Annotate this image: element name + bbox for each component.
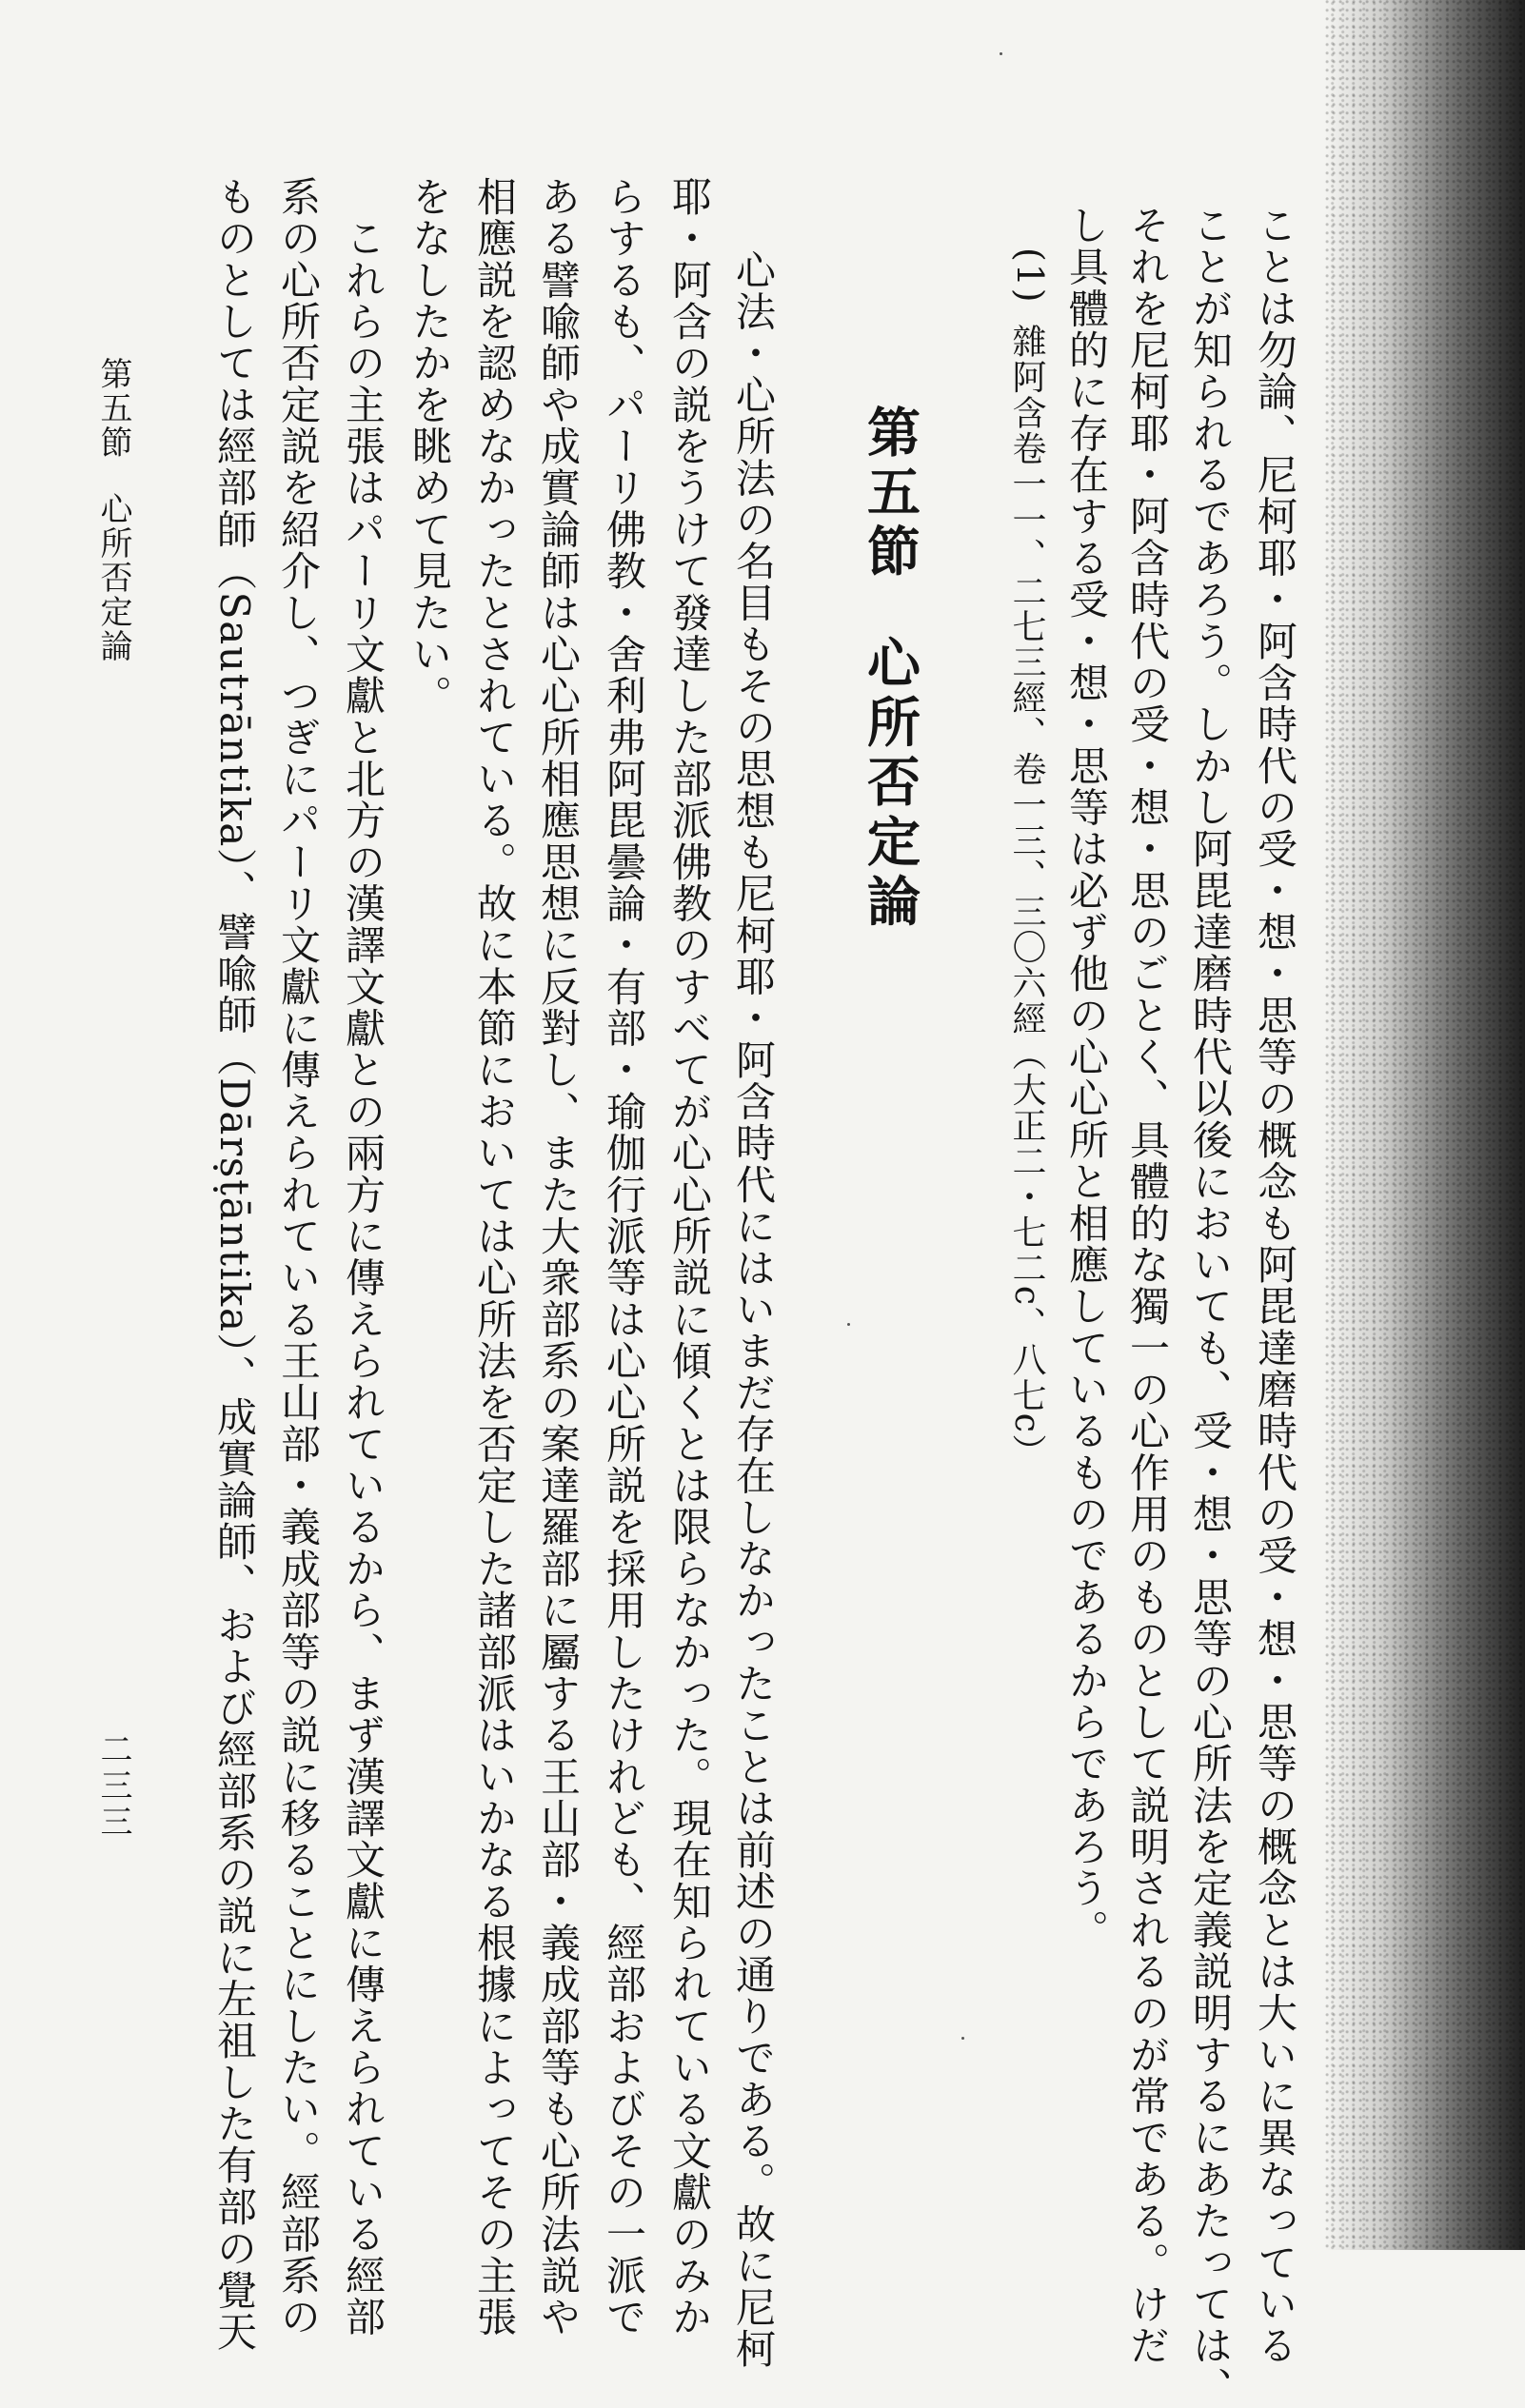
text-column: し具體的に存在する受・想・思等は必ず他の心心所と相應しているものであるからであろう。 <box>1063 205 1110 1951</box>
footnote-number: (1) <box>1009 247 1051 305</box>
section-title-number: 第五節 <box>859 405 921 584</box>
footnote-text: 雜阿含卷一一、二七三經、卷一三、三〇六經（大正二・七二c、八七c） <box>1007 324 1046 1470</box>
scan-speck <box>961 2037 964 2040</box>
text-column: ある譬喩師や成實論師は心心所相應思想に反對し、また大衆部系の案達羅部に屬する王山部・義成部等も心所法説や <box>535 176 582 2339</box>
scan-shadow-edge <box>1325 0 1525 2250</box>
section-title-name: 心所否定論 <box>859 635 921 934</box>
running-header-section: 第五節 <box>94 357 132 461</box>
scan-speck <box>847 1323 850 1326</box>
text-column: それを尼柯耶・阿含時代の受・想・思のごとく、具體的な獨一の心作用のものとして説明されるのが常である。けだ <box>1124 205 1171 2367</box>
running-header <box>90 357 137 663</box>
text-column: これらの主張はパーリ文獻と北方の漢譯文獻との兩方に傳えられているから、まず漢譯文獻に傳えられている經部 <box>340 176 386 2339</box>
page-number: 二三三 <box>94 1732 132 1842</box>
text-column: ことが知られるであろう。しかし阿毘達磨時代以後においても、受・想・思等の心所法を定義説明するにあたっては、 <box>1187 205 1234 2408</box>
scan-speck <box>1000 52 1002 55</box>
text-column: らするも、パーリ佛教・舍利弗阿毘曇論・有部・瑜伽行派等は心心所説を採用したけれども、經部およびその一派で <box>601 176 647 2339</box>
text-column: 相應説を認めなかったとされている。故に本節においては心所法を否定した諸部派はいかなる根據によってその主張 <box>471 176 518 2339</box>
text-column: をなしたかを眺めて見たい。 <box>406 176 453 717</box>
text-column: ものとしては經部師（Sautrāntika）、譬喩師（Dārṣṭāntika）、成實論師、および經部系の説に左祖した有部の覺天 <box>211 176 258 2353</box>
text-column: 系の心所否定説を紹介し、つぎにパーリ文獻に傳えられている王山部・義成部等の説に移ることにしたい。經部系の <box>275 176 322 2339</box>
text-column: 心法・心所法の名目もその思想も尼柯耶・阿含時代にはいまだ存在しなかったことは前述の通りである。故に尼柯 <box>730 249 777 2370</box>
text-column: 耶・阿含の説をうけて發達した部派佛教のすべてが心心所説に傾くとは限らなかった。現在知られている文獻のみか <box>666 176 713 2339</box>
text-column: ことは勿論、尼柯耶・阿含時代の受・想・思等の概念も阿毘達磨時代の受・想・思等の概念とは大いに異なっている <box>1252 205 1298 2367</box>
section-title <box>852 405 928 934</box>
running-header-title: 心所否定論 <box>94 492 132 664</box>
